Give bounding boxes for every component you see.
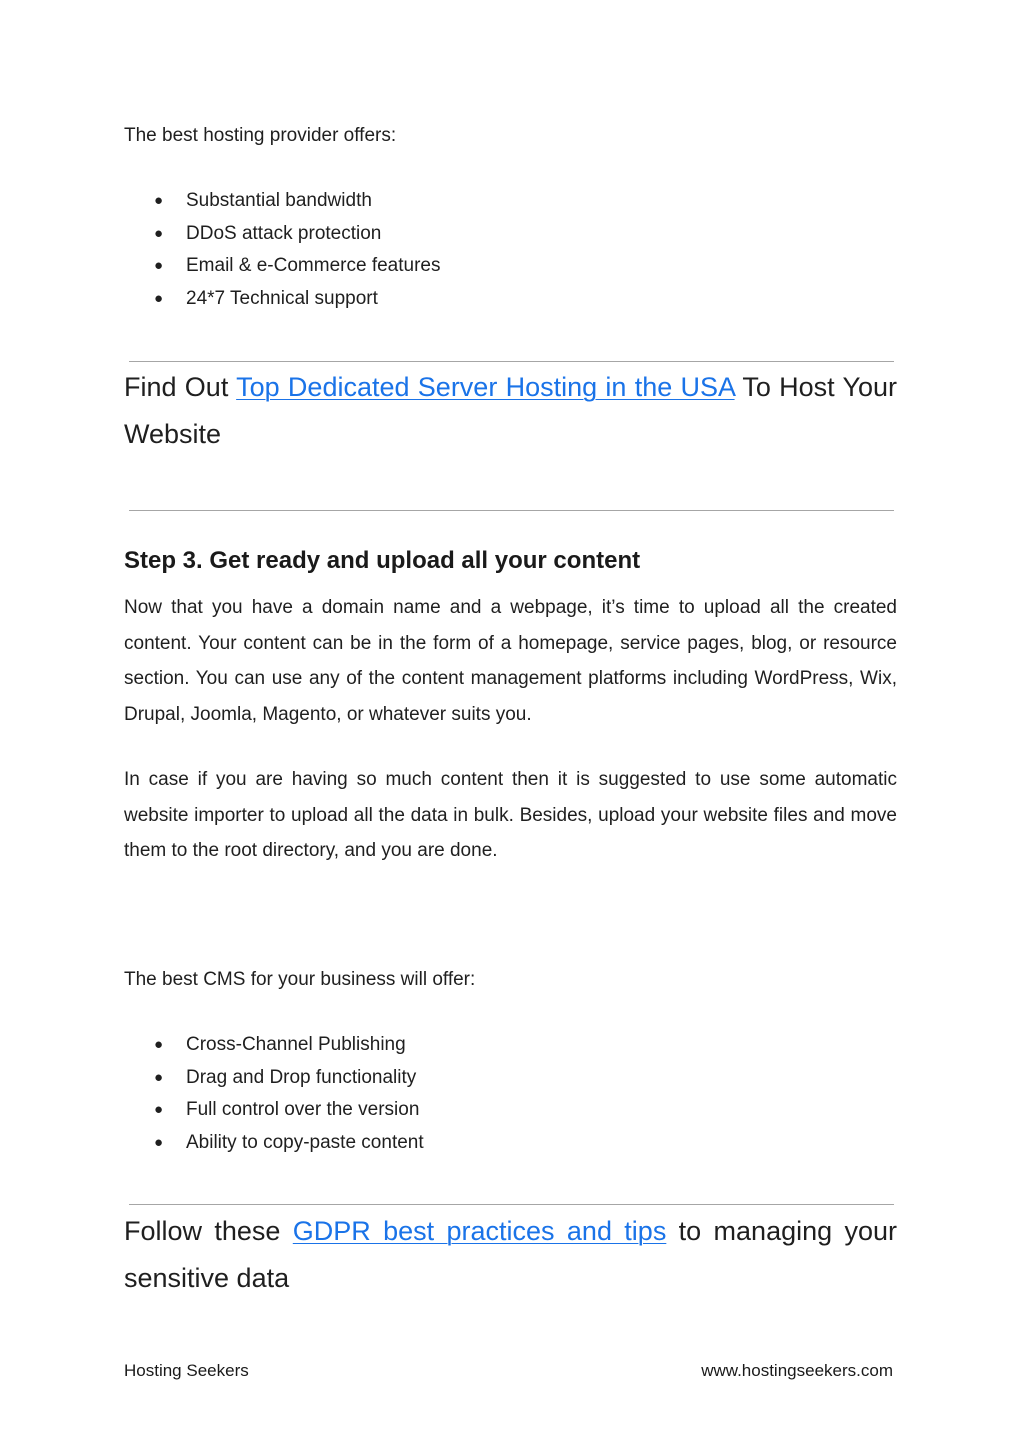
list-item: ● DDoS attack protection bbox=[124, 222, 440, 255]
step-3-heading: Step 3. Get ready and upload all your content bbox=[124, 547, 641, 574]
hosting-feature-list bbox=[124, 189, 440, 320]
list-item: ● Substantial bandwidth bbox=[124, 189, 440, 222]
dedicated-hosting-callout bbox=[124, 364, 897, 458]
list-item: ● Drag and Drop functionality bbox=[124, 1066, 424, 1099]
hosting-intro: The best hosting provider offers: bbox=[124, 125, 397, 146]
step-3-paragraph-1: Now that you have a domain name and a webpage, it’s time to upload all the created content. Your content can be in the form of a homepage, service pages, blog, or resource section. You can use any of the content management platforms including WordPress, Wix, Drupal, Joomla, Magento, or whatever suits you. bbox=[124, 597, 897, 726]
divider bbox=[129, 1204, 894, 1205]
callout-suffix: To Host Your Website bbox=[124, 372, 898, 449]
list-item: ● Cross-Channel Publishing bbox=[124, 1033, 424, 1066]
list-item: ● 24*7 Technical support bbox=[124, 287, 440, 320]
divider bbox=[129, 361, 894, 362]
dedicated-server-hosting-link[interactable]: Top Dedicated Server Hosting in the USA bbox=[236, 372, 735, 402]
gdpr-callout bbox=[124, 1208, 897, 1302]
callout-suffix: to managing your sensitive data bbox=[124, 1216, 898, 1293]
callout-prefix: Follow these bbox=[124, 1216, 293, 1246]
step-3-paragraph-2: In case if you are having so much content then it is suggested to use some automatic website importer to upload all the data in bulk. Besides, upload your website files and move them to the root directory, and you are done. bbox=[124, 769, 897, 862]
footer-url: www.hostingseekers.com bbox=[701, 1361, 893, 1380]
divider bbox=[129, 510, 894, 511]
cms-intro: The best CMS for your business will offer: bbox=[124, 969, 476, 990]
callout-prefix: Find Out bbox=[124, 372, 237, 402]
cms-feature-list bbox=[124, 1033, 424, 1164]
footer-brand: Hosting Seekers bbox=[124, 1361, 249, 1380]
list-item: ● Email & e-Commerce features bbox=[124, 254, 440, 287]
list-item: ● Ability to copy-paste content bbox=[124, 1131, 424, 1164]
list-item: ● Full control over the version bbox=[124, 1098, 424, 1131]
gdpr-best-practices-link[interactable]: GDPR best practices and tips bbox=[292, 1216, 667, 1246]
